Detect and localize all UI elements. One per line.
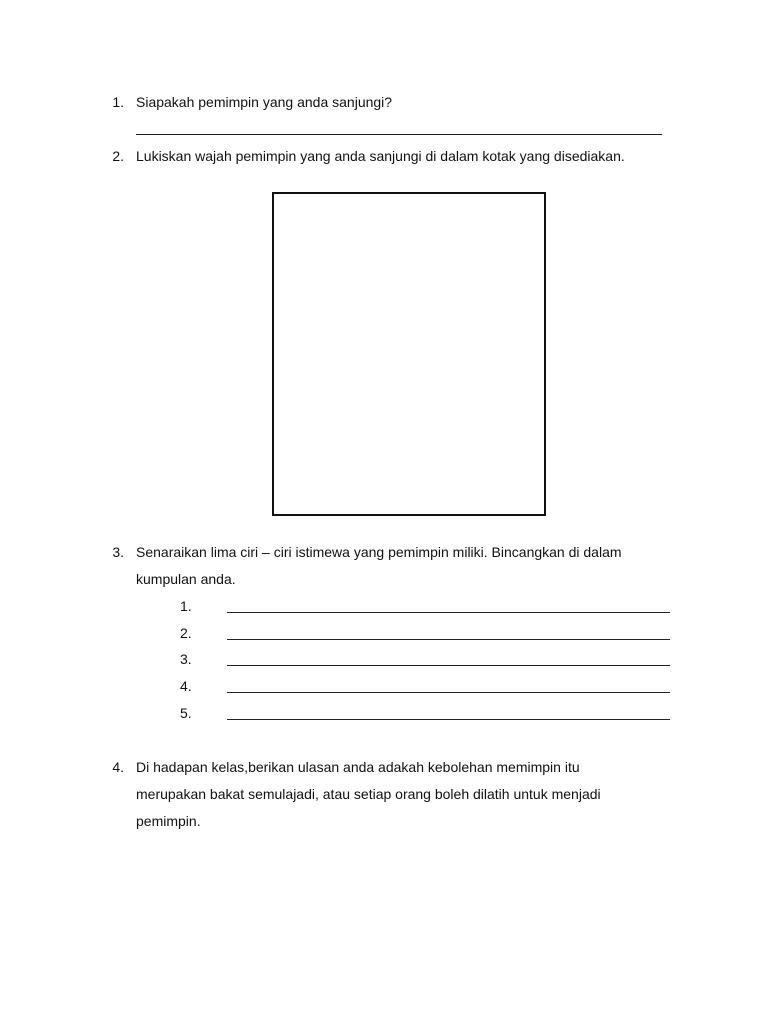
question-3-line-1: Senaraikan lima ciri – ciri istimewa yang pemimpin miliki. Bincangkan di dalam [136,544,622,560]
question-4-number: 4. [112,759,124,775]
question-2-number: 2. [112,148,124,164]
list-item-number: 5. [180,705,192,721]
answer-line-item-2[interactable] [227,639,670,640]
question-4-line-1: Di hadapan kelas,berikan ulasan anda adakah kebolehan memimpin itu [136,759,580,775]
question-3-number: 3. [112,544,124,560]
list-item-number: 3. [180,651,192,667]
question-4-line-3: pemimpin. [136,813,201,829]
list-item-number: 1. [180,598,192,614]
answer-line-question-1[interactable] [136,134,662,135]
answer-line-item-4[interactable] [227,692,670,693]
list-item-number: 4. [180,678,192,694]
answer-line-item-1[interactable] [227,612,670,613]
question-2-text: Lukiskan wajah pemimpin yang anda sanjungi di dalam kotak yang disediakan. [136,148,625,164]
question-3-line-2: kumpulan anda. [136,571,236,587]
answer-line-item-3[interactable] [227,665,670,666]
list-item-number: 2. [180,625,192,641]
question-1-number: 1. [112,94,124,110]
drawing-box[interactable] [272,192,546,516]
question-1-text: Siapakah pemimpin yang anda sanjungi? [136,94,393,110]
question-4-line-2: merupakan bakat semulajadi, atau setiap orang boleh dilatih untuk menjadi [136,786,601,802]
answer-line-item-5[interactable] [227,719,670,720]
